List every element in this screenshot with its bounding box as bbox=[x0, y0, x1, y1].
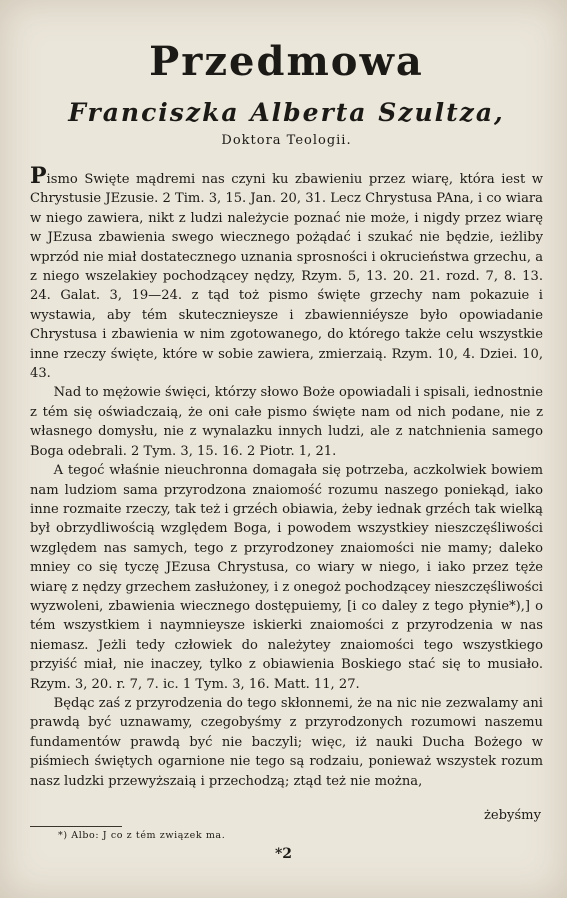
paragraph bbox=[30, 163, 543, 383]
paragraph bbox=[30, 383, 543, 461]
paragraph bbox=[30, 694, 543, 791]
paragraph-text: ismo Swięte mądremi nas czyni ku zbawieniu przez wiarę, która iest w Chrystusie JEzusie. 2 Tim. 3, 15. Jan. 20, 31. Lecz Chrystusa PAna, i co wiara w niego zawiera, nikt z ludzi należycie poznać nie może, i nigdy przez wiarę w JEzusa zbawienia swego wiecznego pożądać i szukać nie będzie, ieżliby wprzód nie miał dostatecznego uznania sprosności i okrucieństwa grzechu, a z niego wszelakiey pochodzącey nędzy, Rzym. 5, 13. 20. 21. rozd. 7, 8. 13. 24. Galat. 3, 19—24. z tąd toż pismo święte grzechy nam pokazuie i wystawia, aby tém skutecznieysze i zbawienniéysze było opowiadanie Chrystusa i zbawienia w nim zgotowanego, do którego także celu wszystkie inne rzeczy święte, które w sobie zawiera, zmierzaią. Rzym. 10, 4. Dziei. 10, 43. bbox=[30, 172, 543, 382]
paragraph bbox=[30, 461, 543, 694]
catchword: żebyśmy bbox=[484, 808, 541, 823]
page-title: Przedmowa bbox=[149, 38, 424, 85]
paragraph-text: A tegoć właśnie nieuchronna domagała się potrzeba, aczkolwiek bowiem nam ludziom sama przyrodzona znaiomość rozumu naszego poniekąd, iako inne rozmaite rzeczy, tak też i grzéch obiawia, żeby iednak grzéch tak wielką był obrzydliwością względem Boga, i powodem wszystkiey nieszczęśliwości względem nas samych, tego z przyrodzoney znaiomości nie mamy; daleko mniey co się tyczę JEzusa Chrystusa, co wiary w niego, i iako przez tęże wiarę z nędzy grzechem zasłużoney, i z onegoż pochodzącey nieszczęśliwości wyzwoleni, zbawienia wiecznego dostępuiemy, [i co daley z tego płynie*),] o tém wszystkiem i naymnieysze iskierki znaiomości z przyrodzenia w nas niemasz. Jeżli tedy człowiek do należytey znaiomości tego wszystkiego przyiść miał, nie inaczey, tylko z obiawienia Boskiego stać się to musiało. Rzym. 3, 20. r. 7, 7. ic. 1 Tym. 3, 16. Matt. 11, 27. bbox=[30, 463, 543, 692]
footnote: *) Albo: J co z tém związek ma. bbox=[58, 830, 226, 841]
signature-mark: *2 bbox=[274, 846, 293, 862]
paragraph-text: Będąc zaś z przyrodzenia do tego skłonnemi, że na nic nie zezwalamy ani prawdą być uznawamy, czegobyśmy z przyrodzonych rozumowi naszemu fundamentów prawdą być nie baczyli; więc, iż nauki Ducha Bożego w piśmiech świętych ogarnione nie tego są rodzaiu, ponieważ wszystek rozum nasz ludzki przewyższaią i przechodzą; ztąd też nie można, bbox=[30, 695, 543, 789]
footnote-divider bbox=[30, 826, 122, 827]
drop-cap: P bbox=[30, 163, 47, 189]
author-name: Franciszka Alberta Szultza, bbox=[68, 98, 505, 127]
author-degree: Doktora Teologii. bbox=[221, 133, 352, 148]
body-text bbox=[30, 163, 543, 791]
paragraph-text: Nad to mężowie święci, którzy słowo Boże opowiadali i spisali, iednostnie z tém się oświadczaią, że oni całe pismo święte nam od nich podane, nie z własnego domysłu, nie z wynalazku innych ludzi, ale z natchnienia samego Boga odebrali. 2 Tym. 3, 15. 16. 2 Piotr. 1, 21. bbox=[30, 385, 543, 459]
